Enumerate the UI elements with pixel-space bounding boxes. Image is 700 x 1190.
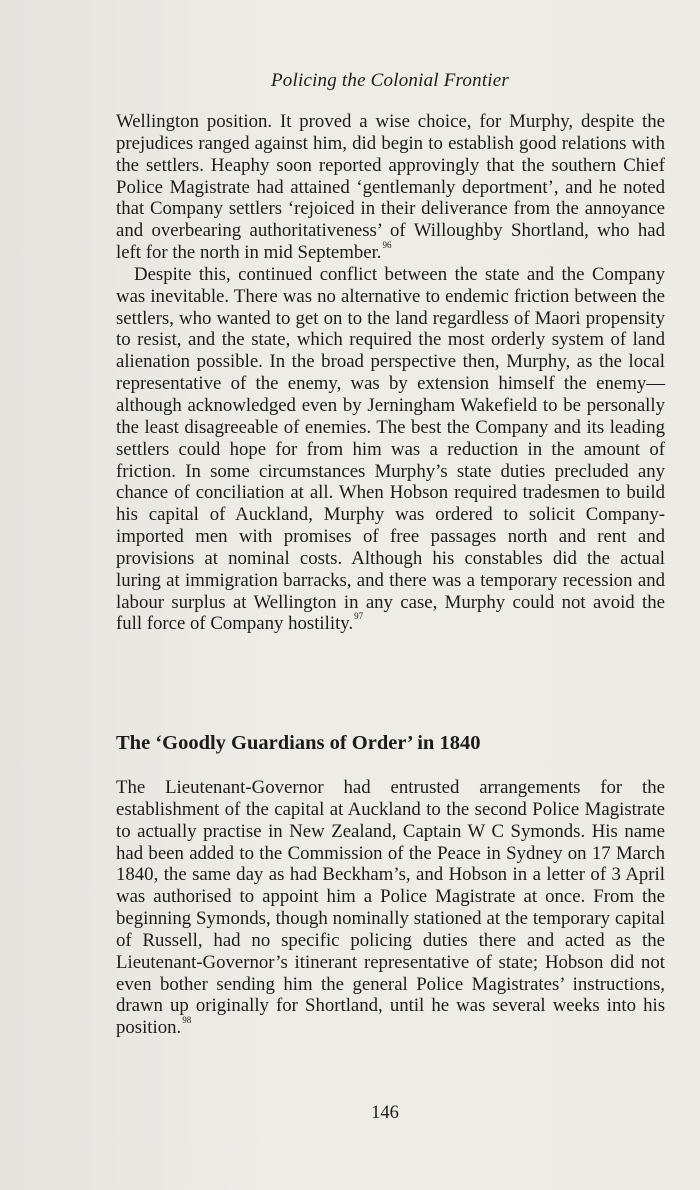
body-text-bottom [116,777,665,1039]
paragraph-3 [116,777,665,1039]
body-text-top [116,111,665,635]
paragraph-3-text: The Lieutenant-Governor had entrusted arrangements for the establishment of the capital at Auckland to the second Police Magistrate to actually practise in New Zealand, Captain W C Symonds. His name had been added to the Commission of the Peace in Sydney on 17 March 1840, the same day as had Beckham’s, and Hobson in a letter of 3 April was authorised to appoint him a Police Magistrate at once. From the beginning Symonds, though nominally stationed at the temporary capital of Russell, had no specific policing duties there and acted as the Lieutenant-Governor’s itinerant representative of state; Hobson did not even bother sending him the general Police Magistrates’ instructions, drawn up originally for Shortland, until he was several weeks into his position. [116,777,665,1039]
paragraph-1-text: Wellington position. It proved a wise choice, for Murphy, despite the prejudices ranged against him, did begin to establish good relations with the settlers. Heaphy soon reported approvingly that the southern Chief Police Magistrate had attained ‘gentlemanly deportment’, and he noted that Company settlers ‘rejoiced in their deliverance from the annoyance and overbearing authoritativeness’ of Willoughby Shortland, who had left for the north in mid September. [116,111,665,264]
footnote-marker-97: 97 [354,611,364,622]
paragraph-2-text: Despite this, continued conflict between the state and the Company was inevitable. There was no alternative to endemic friction between the settlers, who wanted to get on to the land regardless of Maori propensity to resist, and the state, which required the most orderly system of land alienation possible. In the broad perspective then, Murphy, as the local representative of the enemy, was by extension himself the enemy—although acknowledged even by Jerningham Wakefield to be personally the least disagreeable of enemies. The best the Company and its leading settlers could hope for from him was a reduction in the amount of friction. In some circumstances Murphy’s state duties precluded any chance of conciliation at all. When Hobson required tradesmen to build his capital of Auckland, Murphy was ordered to solicit Company-imported men with promises of free passages north and rent and provisions at nominal costs. Although his constables did the actual luring at immigration barracks, and there was a temporary recession and labour surplus at Wellington in any case, Murphy could not avoid the full force of Company hostility. [116,263,665,635]
section-heading: The ‘Goodly Guardians of Order’ in 1840 [116,732,481,754]
paragraph-1 [116,111,665,264]
paragraph-2 [116,264,665,635]
footnote-marker-96: 96 [382,240,392,251]
running-head: Policing the Colonial Frontier [270,70,510,91]
footnote-marker-98: 98 [182,1015,192,1026]
page-number: 146 [371,1103,399,1123]
